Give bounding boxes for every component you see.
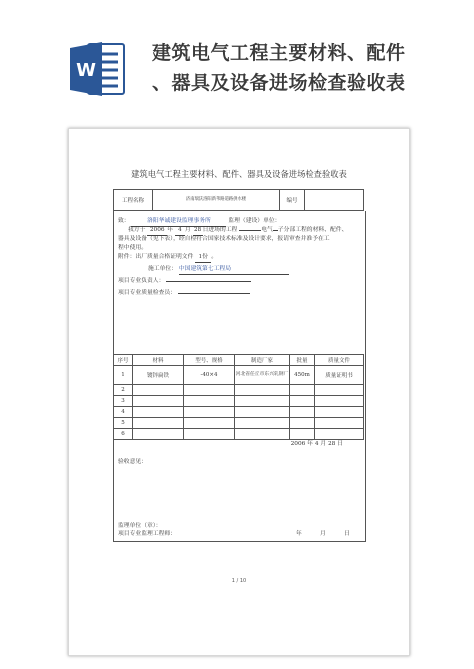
month-unit: 月 bbox=[184, 227, 191, 233]
acceptance-section bbox=[113, 434, 366, 542]
table-cell: 4 bbox=[114, 407, 133, 418]
header bbox=[0, 0, 474, 110]
col-header: 序号 bbox=[114, 355, 133, 366]
table-cell: 质量证明书 bbox=[315, 366, 364, 385]
sign-year: 年 bbox=[296, 531, 302, 537]
contractor-label: 施工单位： bbox=[148, 266, 177, 272]
entry-month: 4 bbox=[175, 226, 185, 236]
header-title-line2: 、器具及设备进场检查验收表 bbox=[152, 72, 406, 94]
line2-prefix: 我方于 bbox=[128, 227, 146, 233]
supervisor-label: 监理单位（章）： bbox=[118, 523, 162, 529]
table-header-row bbox=[114, 355, 364, 366]
header-title bbox=[152, 38, 406, 98]
table-cell: 450m bbox=[290, 366, 315, 385]
table-row bbox=[114, 418, 364, 429]
table-cell: 2 bbox=[114, 385, 133, 396]
declaration-text bbox=[118, 235, 362, 252]
contractor-value: 中国建筑第七工程局 bbox=[179, 265, 289, 275]
table-cell: -40×4 bbox=[184, 366, 235, 385]
qc-label: 项目专业质量检查员： bbox=[118, 290, 176, 296]
page-number: 1 / 10 bbox=[231, 578, 247, 584]
attachment-line bbox=[118, 253, 217, 263]
table-cell: 6 bbox=[114, 429, 133, 440]
report-date: 2006 年 4 月 28 日 bbox=[290, 441, 343, 447]
attach-prefix: 附件：出厂质量合格证明文件 bbox=[118, 254, 194, 260]
qc-line bbox=[118, 289, 250, 298]
to-value: 洛阳华诚建设监理事务所 bbox=[131, 217, 226, 227]
table-row bbox=[114, 385, 364, 396]
declaration-line4: 程中使用。 bbox=[118, 244, 147, 251]
to-label: 致： bbox=[118, 218, 130, 224]
svg-text:W: W bbox=[76, 60, 96, 81]
line2-suffix: 电气 bbox=[261, 227, 273, 233]
col-header: 批量 bbox=[290, 355, 315, 366]
col-header: 制造厂家 bbox=[235, 355, 290, 366]
acceptance-label: 验收意见： bbox=[118, 459, 147, 465]
table-cell: 镀锌扁铁 bbox=[133, 366, 184, 385]
header-title-line1: 建筑电气工程主要材料、配件 bbox=[152, 42, 406, 64]
line2-mid: 日进场的工程 bbox=[202, 227, 238, 233]
table-row bbox=[114, 396, 364, 407]
number-label: 编号 bbox=[280, 190, 305, 211]
col-header: 材料 bbox=[133, 355, 184, 366]
table-cell: 5 bbox=[114, 418, 133, 429]
attach-count: 1份 bbox=[195, 253, 211, 263]
table-row bbox=[114, 407, 364, 418]
pm-line bbox=[118, 277, 251, 286]
col-header: 质量文件 bbox=[315, 355, 364, 366]
engineer-label: 项目专业监理工程师： bbox=[118, 531, 176, 537]
document-title: 建筑电气工程主要材料、配件、器具及设备进场检查验收表 bbox=[131, 169, 347, 179]
to-suffix: 监理（建设）单位： bbox=[228, 218, 281, 224]
entry-year: 2006 bbox=[147, 226, 167, 236]
attach-suffix: 。 bbox=[211, 254, 218, 260]
entry-day: 28 bbox=[193, 226, 203, 236]
table-cell: 1 bbox=[114, 366, 133, 385]
year-unit: 年 bbox=[167, 227, 174, 233]
project-info-table bbox=[113, 189, 364, 211]
table-row bbox=[114, 366, 364, 385]
table-cell: 河北省任丘市东兴轧钢厂 bbox=[235, 366, 290, 385]
word-document-icon bbox=[68, 40, 126, 98]
document-page bbox=[68, 128, 410, 656]
line2-end: 子分部工程的材料、配件、 bbox=[277, 227, 348, 233]
pm-label: 项目专业负责人： bbox=[118, 278, 165, 284]
table-cell: 3 bbox=[114, 396, 133, 407]
declaration-line3: 器具及设备（见下表），经自检符合国家技术标准及设计要求，报请审查并准予在工 bbox=[118, 236, 330, 242]
contractor-line bbox=[148, 265, 289, 275]
sign-month: 月 bbox=[320, 531, 326, 537]
sign-day: 日 bbox=[344, 531, 350, 537]
project-label: 工程名称 bbox=[114, 190, 153, 211]
project-value: 济南瑞沃洛阳新苇路道路供水楼 bbox=[153, 190, 280, 211]
number-value bbox=[305, 190, 364, 211]
materials-table bbox=[113, 354, 364, 440]
line2-blank bbox=[239, 230, 261, 231]
col-header: 型号、规格 bbox=[184, 355, 235, 366]
